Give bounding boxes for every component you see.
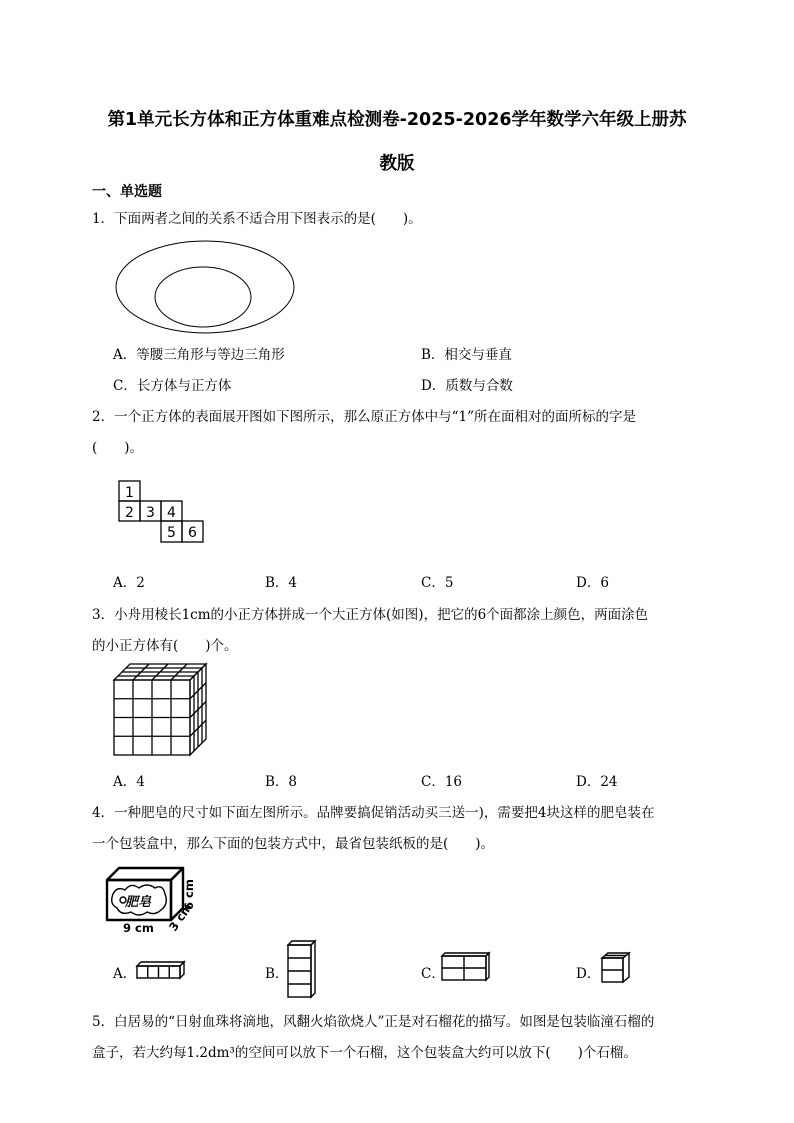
q3-option-c: C．16 xyxy=(421,774,463,790)
question-5-stem-line-1: 5．白居易的“日射血珠将滴地，风翻火焰欲烧人”正是对石榴花的描写。如图是包装临潼石榴的 xyxy=(92,1014,655,1030)
q2-option-d: D．6 xyxy=(576,575,609,591)
net-label-5: 5 xyxy=(167,525,176,541)
q4-option-c: C． xyxy=(421,966,445,982)
cube-net-diagram xyxy=(118,480,208,546)
q3-option-d: D．24 xyxy=(576,774,618,790)
q3-option-a: A．4 xyxy=(113,774,145,790)
inner-ellipse xyxy=(155,267,251,327)
q4-option-c-figure xyxy=(441,952,491,982)
venn-diagram xyxy=(115,240,300,340)
question-2-stem-line-1: 2．一个正方体的表面展开图如下图所示，那么原正方体中与“1”所在面相对的面所标的字是 xyxy=(92,409,636,425)
net-label-4: 4 xyxy=(167,505,176,521)
net-label-6: 6 xyxy=(188,525,197,541)
question-1-stem: 1．下面两者之间的关系不适合用下图表示的是( )。 xyxy=(92,211,422,227)
question-4-stem-line-1: 4．一种肥皂的尺寸如下面左图所示。品牌要搞促销活动买三送一)，需要把4块这样的肥皂装在 xyxy=(92,805,655,821)
document-title-line-1: 第1单元长方体和正方体重难点检测卷-2025-2026学年数学六年级上册苏 xyxy=(107,110,687,130)
q2-option-a: A．2 xyxy=(113,575,145,591)
q4-option-d-figure xyxy=(601,952,631,984)
q4-option-b-figure xyxy=(287,940,317,998)
soap-label: 肥皂 xyxy=(125,895,152,910)
question-5-stem-line-2: 盒子，若大约每1.2dm³的空间可以放下一个石榴，这个包装盒大约可以放下( )个石榴。 xyxy=(92,1045,637,1061)
q4-option-a-figure xyxy=(136,961,186,979)
q1-option-b: B．相交与垂直 xyxy=(421,347,512,363)
net-label-2: 2 xyxy=(125,505,134,521)
front-face-grid xyxy=(114,680,190,755)
question-3-stem-line-2: 的小正方体有( )个。 xyxy=(92,638,238,654)
big-cube-diagram xyxy=(113,663,210,757)
q1-option-d: D．质数与合数 xyxy=(421,378,513,394)
soap-length-label: 9 cm xyxy=(123,921,154,935)
document-title-line-2: 教版 xyxy=(379,154,415,174)
question-4-stem-line-2: 一个包装盒中，那么下面的包装方式中，最省包装纸板的是( )。 xyxy=(92,836,495,852)
soap-height-label: 6 cm xyxy=(182,879,196,910)
q2-option-b: B．4 xyxy=(265,575,298,591)
section-heading: 一、单选题 xyxy=(92,184,162,200)
q4-option-a: A． xyxy=(113,966,137,982)
q1-option-a: A．等腰三角形与等边三角形 xyxy=(113,347,285,363)
q4-option-b: B． xyxy=(265,966,289,982)
net-label-1: 1 xyxy=(125,485,134,501)
q2-option-c: C．5 xyxy=(421,575,454,591)
soap-width-label: 3 cm xyxy=(165,900,196,934)
side-face-grid xyxy=(190,664,206,755)
q1-option-c: C．长方体与正方体 xyxy=(113,378,232,394)
question-2-stem-line-2: ( )。 xyxy=(92,440,144,456)
q3-option-b: B．8 xyxy=(265,774,298,790)
soap-box-diagram xyxy=(103,864,233,934)
q4-option-d: D． xyxy=(576,966,601,982)
net-label-3: 3 xyxy=(146,505,155,521)
outer-ellipse xyxy=(116,241,294,333)
question-3-stem-line-1: 3．小舟用棱长1cm的小正方体拼成一个大正方体(如图)，把它的6个面都涂上颜色，两面涂色 xyxy=(92,607,649,623)
